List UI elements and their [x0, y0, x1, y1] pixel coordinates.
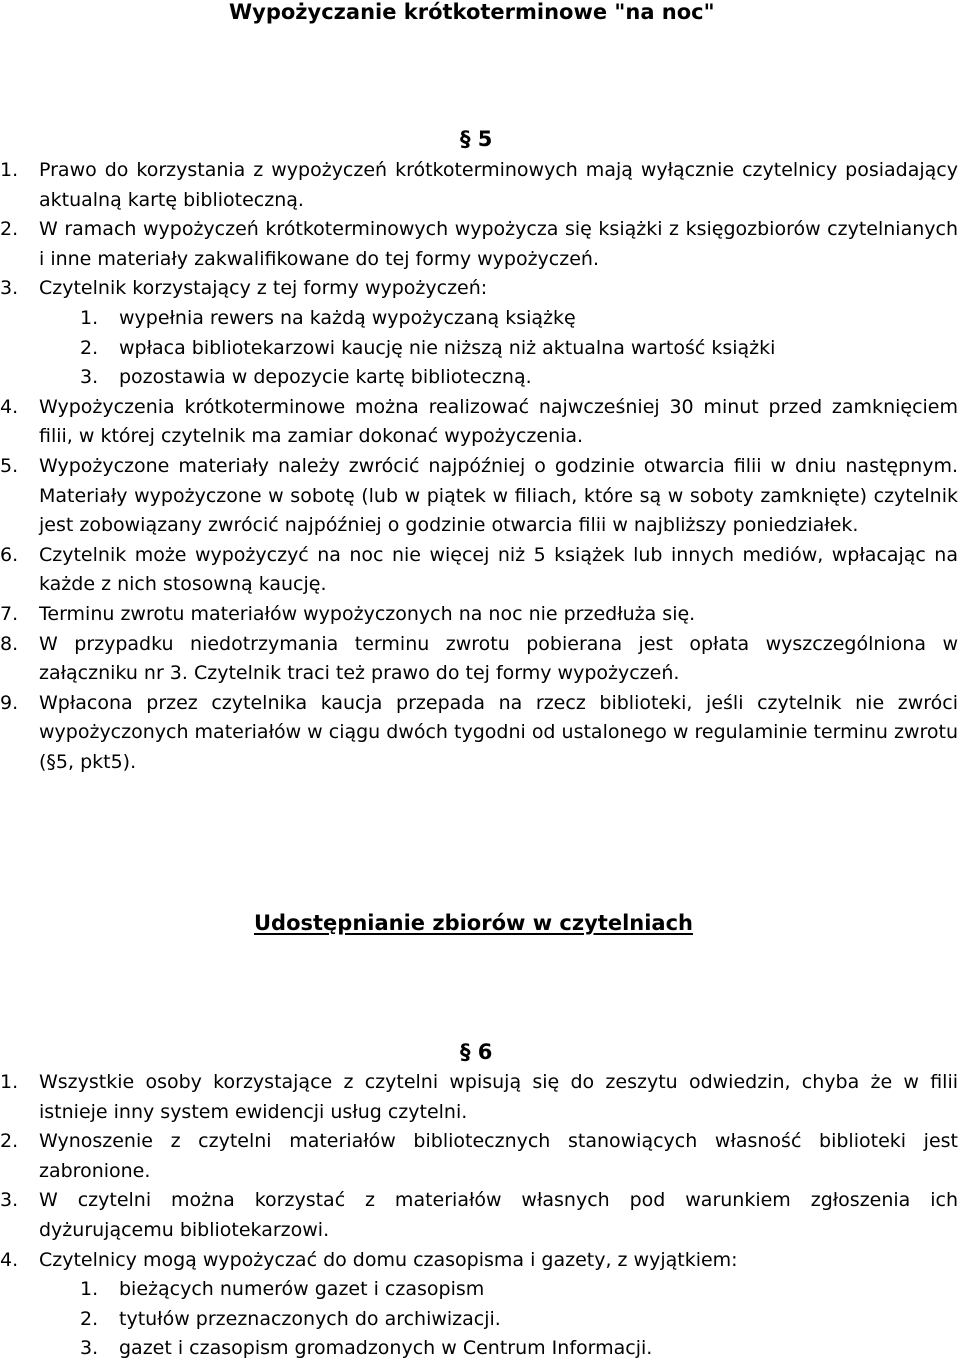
item-text: Czytelnik korzystający z tej formy wypożyczeń:: [39, 277, 488, 300]
list-item: [0, 452, 958, 541]
list-item: [0, 156, 958, 215]
item-number: 1.: [0, 1071, 19, 1093]
rules-list-section-6: [0, 1068, 958, 1364]
item-text: Wypożyczone materiały należy zwrócić najpóźniej o godzinie otwarcia filii w dniu następnym. Materiały wypożyczone w sobotę (lub w piątek w filiach, które są w soboty zamknięte) czytelnik jest zobowiązany zwrócić najpóźniej o godzinie otwarcia filii w najbliższy poniedziałek.: [39, 454, 958, 537]
list-item: [0, 1246, 958, 1276]
item-number: 4.: [0, 1248, 19, 1271]
item-number: 2.: [0, 1130, 19, 1153]
sub-list-item: [0, 1305, 958, 1335]
list-item: [0, 215, 958, 274]
item-number: 4.: [0, 395, 19, 418]
item-number: 2.: [0, 218, 19, 241]
paragraph-number-6: § 6: [460, 1040, 493, 1064]
list-item: [0, 541, 958, 600]
sub-item-number: 2.: [80, 336, 99, 359]
item-number: 6.: [0, 543, 19, 566]
rules-list-section-5: [0, 156, 958, 777]
list-item: [0, 1186, 958, 1245]
item-text: Czytelnicy mogą wypożyczać do domu czasopisma i gazety, z wyjątkiem:: [39, 1248, 738, 1271]
item-number: 3.: [0, 277, 19, 300]
paragraph-number-5: § 5: [460, 127, 493, 151]
sub-list-item: [0, 1334, 958, 1364]
item-text: Prawo do korzystania z wypożyczeń krótkoterminowych mają wyłącznie czytelnicy posiadający aktualną kartę biblioteczną.: [39, 159, 958, 211]
sub-list-item: [0, 363, 958, 393]
sub-item-text: tytułów przeznaczonych do archiwizacji.: [119, 1307, 501, 1330]
item-text: W ramach wypożyczeń krótkoterminowych wypożycza się książki z księgozbiorów czytelnianych i inne materiały zakwalifikowane do tej formy wypożyczeń.: [39, 218, 958, 270]
item-number: 1.: [0, 159, 19, 181]
item-text: Wszystkie osoby korzystające z czytelni wpisują się do zeszytu odwiedzin, chyba że w filii istnieje inny system ewidencji usług czytelni.: [39, 1071, 958, 1123]
list-item: [0, 600, 958, 630]
list-item: [0, 630, 958, 689]
sub-item-text: bieżących numerów gazet i czasopism: [119, 1278, 485, 1301]
item-number: 5.: [0, 454, 19, 477]
sub-item-number: 1.: [80, 306, 99, 329]
list-item: [0, 689, 958, 778]
sub-list-item: [0, 304, 958, 334]
item-text: Wypożyczenia krótkoterminowe można realizować najwcześniej 30 minut przed zamknięciem filii, w której czytelnik ma zamiar dokonać wypożyczenia.: [39, 395, 958, 448]
sub-item-number: 2.: [80, 1307, 99, 1330]
sub-item-text: wpłaca bibliotekarzowi kaucję nie niższą niż aktualna wartość książki: [119, 336, 776, 359]
item-text: Czytelnik może wypożyczyć na noc nie więcej niż 5 książek lub innych mediów, wpłacając na każde z nich stosowną kaucję.: [39, 543, 958, 596]
list-item: [0, 393, 958, 452]
sub-item-text: gazet i czasopism gromadzonych w Centrum Informacji.: [119, 1337, 653, 1360]
item-number: 8.: [0, 632, 19, 655]
list-item: [0, 1068, 958, 1127]
item-text: W czytelni można korzystać z materiałów własnych pod warunkiem zgłoszenia ich dyżurującemu bibliotekarzowi.: [39, 1189, 958, 1241]
item-number: 7.: [0, 602, 19, 625]
sub-item-text: pozostawia w depozycie kartę biblioteczną.: [119, 366, 532, 389]
item-number: 9.: [0, 691, 19, 714]
sub-item-number: 3.: [80, 366, 99, 389]
item-text: Wynoszenie z czytelni materiałów bibliotecznych stanowiących własność biblioteki jest zabronione.: [39, 1130, 958, 1182]
sub-item-text: wypełnia rewers na każdą wypożyczaną książkę: [119, 306, 576, 329]
sub-item-number: 1.: [80, 1278, 99, 1301]
sub-list-item: [0, 1275, 958, 1305]
list-item: [0, 1127, 958, 1186]
sub-list-item: [0, 334, 958, 364]
list-item: [0, 274, 958, 304]
section-title-reading-rooms: Udostępnianie zbiorów w czytelniach: [254, 911, 693, 935]
item-number: 3.: [0, 1189, 19, 1212]
item-text: Terminu zwrotu materiałów wypożyczonych na noc nie przedłuża się.: [39, 602, 696, 625]
item-text: Wpłacona przez czytelnika kaucja przepada na rzecz biblioteki, jeśli czytelnik nie zwróci wypożyczonych materiałów w ciągu dwóch tygodni od ustalonego w regulaminie terminu zwrotu (§5, pkt5).: [39, 691, 959, 773]
item-text: W przypadku niedotrzymania terminu zwrotu pobierana jest opłata wyszczególniona w załączniku nr 3. Czytelnik traci też prawo do tej formy wypożyczeń.: [39, 632, 958, 685]
sub-item-number: 3.: [80, 1337, 99, 1360]
section-title-short-term-loans: Wypożyczanie krótkoterminowe "na noc": [229, 0, 715, 24]
